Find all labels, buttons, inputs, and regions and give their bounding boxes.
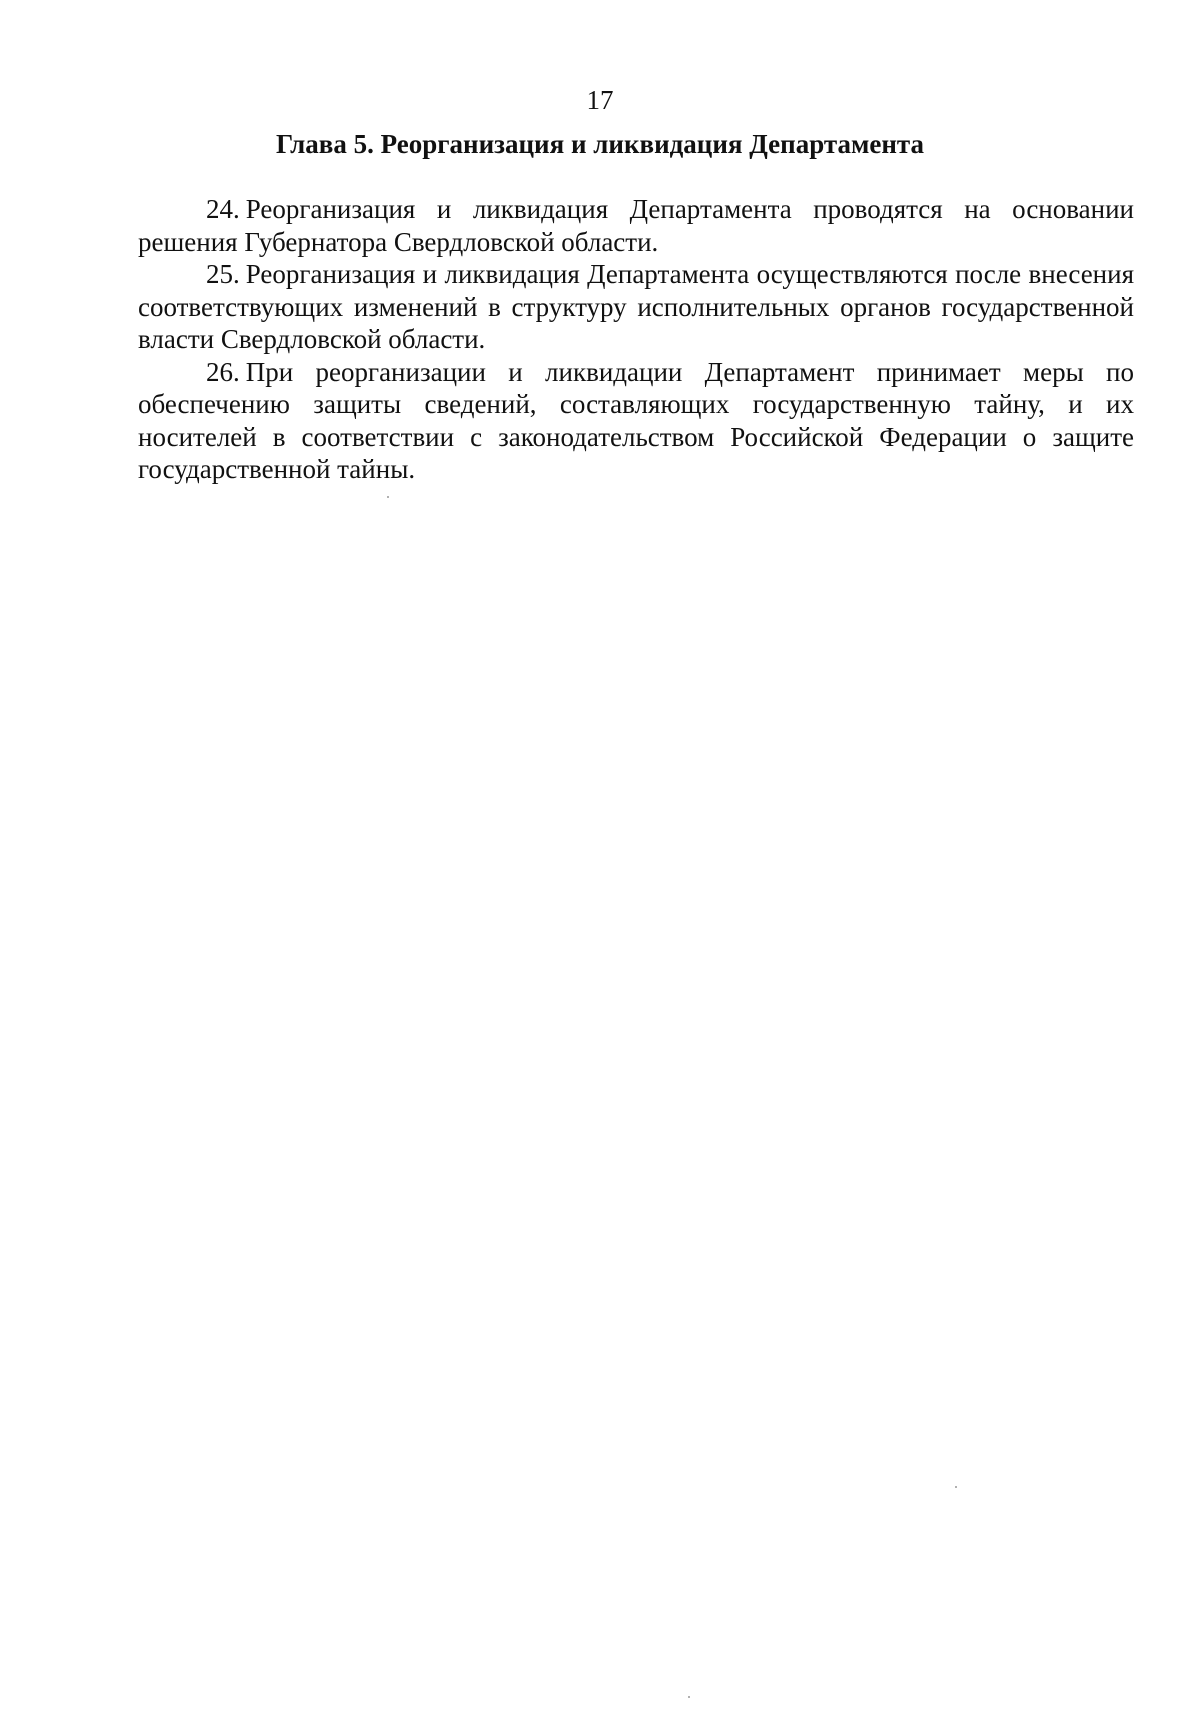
paragraph-24	[138, 193, 1134, 258]
scan-speck	[955, 1486, 957, 1488]
chapter-body	[138, 193, 1134, 486]
paragraph-number: 25.	[206, 259, 240, 289]
paragraph-text: Реорганизация и ликвидация Департамента осуществляются после внесения соответствующих изменений в структуру исполнительных органов государственной власти Свердловской области.	[138, 259, 1134, 354]
paragraph-26	[138, 356, 1134, 486]
paragraph-number: 24.	[206, 194, 240, 224]
paragraph-number: 26.	[206, 356, 240, 387]
chapter-title: Глава 5. Реорганизация и ликвидация Департамента	[276, 129, 924, 159]
page-number: 17	[586, 85, 614, 115]
paragraph-25	[138, 258, 1134, 356]
paragraph-text: При реорганизации и ликвидации Департамент принимает меры по обеспечению защиты сведений, составляющих государственную тайну, и их носителей в соответствии с законодательством Российской Федерации о защите государственной тайны.	[138, 356, 1134, 484]
scan-speck	[688, 1696, 690, 1698]
paragraph-text: Реорганизация и ликвидация Департамента проводятся на основании решения Губернатора Свердловской области.	[138, 194, 1134, 257]
scan-speck	[387, 496, 389, 498]
